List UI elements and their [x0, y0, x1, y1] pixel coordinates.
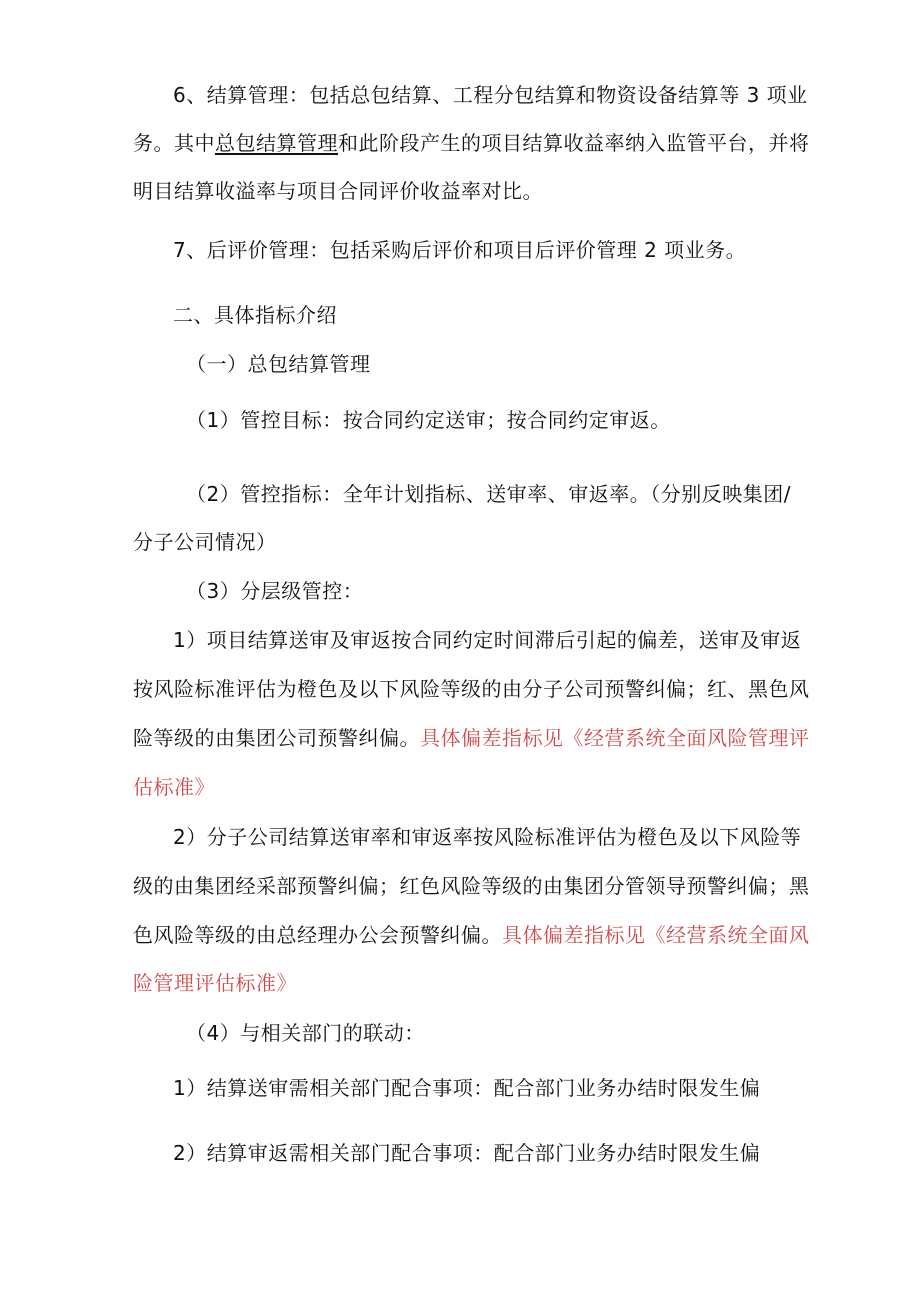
section-heading: 二、具体指标介绍 — [173, 303, 337, 327]
item-3: （3）分层级管控： — [186, 579, 364, 603]
subsection-heading: （一）总包结算管理 — [186, 352, 371, 376]
paragraph-6-line-3: 明目结算收溢率与项目合同评价收益率对比。 — [133, 179, 543, 203]
linkage-2: 2）结算审返需相关部门配合事项：配合部门业务办结时限发生偏 — [173, 1141, 761, 1165]
clause-2-line-1: 2）分子公司结算送审率和审返率按风险标准评估为橙色及以下风险等 — [173, 825, 802, 849]
paragraph-6-line-2 — [133, 128, 813, 158]
underlined-term: 总包结算管理 — [215, 131, 338, 155]
reference-note: 具体偏差指标见《经营系统全面风 — [502, 923, 810, 947]
clause-2-line-3 — [133, 920, 813, 950]
clause-2-line-2: 级的由集团经采部预警纠偏；红色风险等级的由集团分管领导预警纠偏；黑 — [133, 874, 810, 898]
item-1: （1）管控目标：按合同约定送审；按合同约定审返。 — [186, 408, 671, 432]
clause-1-line-2: 按风险标准评估为橙色及以下风险等级的由分子公司预警纠偏；红、黑色风 — [133, 677, 810, 701]
reference-note-continued: 险管理评估标准》 — [133, 971, 297, 995]
paragraph-6-text: 务。其中 — [133, 131, 215, 155]
clause-1-text: 险等级的由集团公司预警纠偏。 — [133, 726, 420, 750]
item-4: （4）与相关部门的联动： — [186, 1021, 425, 1045]
paragraph-6-text: 和此阶段产生的项目结算收益率纳入监管平台，并将 — [338, 131, 810, 155]
paragraph-6-line-1: 6、结算管理：包括总包结算、工程分包结算和物资设备结算等 3 项业 — [173, 83, 808, 107]
paragraph-7: 7、后评价管理：包括采购后评价和项目后评价管理 2 项业务。 — [173, 238, 747, 262]
item-2-line-1: （2）管控指标：全年计划指标、送审率、审返率。（分别反映集团/ — [186, 482, 791, 506]
linkage-1: 1）结算送审需相关部门配合事项：配合部门业务办结时限发生偏 — [173, 1076, 761, 1100]
reference-note: 具体偏差指标见《经营系统全面风险管理评 — [420, 726, 810, 750]
clause-1-line-1: 1）项目结算送审及审返按合同约定时间滞后引起的偏差，送审及审返 — [173, 628, 802, 652]
clause-1-line-3 — [133, 723, 813, 753]
reference-note-continued: 估标准》 — [133, 775, 215, 799]
clause-2-text: 色风险等级的由总经理办公会预警纠偏。 — [133, 923, 502, 947]
item-2-line-2: 分子公司情况） — [133, 530, 277, 554]
